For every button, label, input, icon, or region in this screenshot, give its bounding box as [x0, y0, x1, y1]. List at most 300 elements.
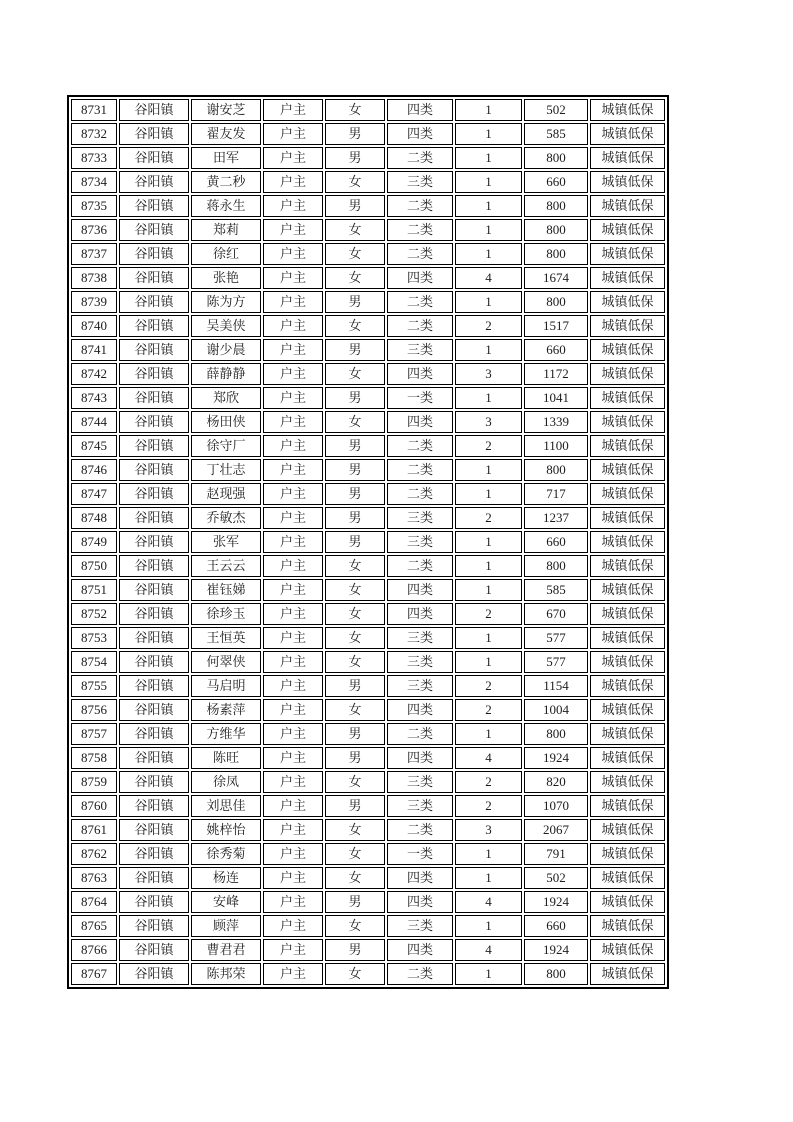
- cell-amount: 717: [524, 483, 588, 505]
- cell-persons: 1: [455, 243, 522, 265]
- cell-town: 谷阳镇: [119, 675, 189, 697]
- cell-id: 8735: [71, 195, 117, 217]
- cell-persons: 1: [455, 723, 522, 745]
- cell-relation: 户主: [263, 267, 323, 289]
- cell-relation: 户主: [263, 651, 323, 673]
- cell-type: 城镇低保: [590, 891, 665, 913]
- cell-relation: 户主: [263, 939, 323, 961]
- cell-category: 二类: [387, 219, 453, 241]
- cell-gender: 女: [325, 267, 385, 289]
- table-row: [71, 123, 665, 145]
- cell-amount: 800: [524, 195, 588, 217]
- cell-town: 谷阳镇: [119, 171, 189, 193]
- table-row: [71, 195, 665, 217]
- cell-relation: 户主: [263, 675, 323, 697]
- cell-gender: 女: [325, 171, 385, 193]
- cell-relation: 户主: [263, 195, 323, 217]
- table-row: [71, 675, 665, 697]
- cell-name: 张军: [191, 531, 261, 553]
- table-row: [71, 99, 665, 121]
- cell-town: 谷阳镇: [119, 915, 189, 937]
- cell-amount: 791: [524, 843, 588, 865]
- cell-id: 8762: [71, 843, 117, 865]
- cell-type: 城镇低保: [590, 315, 665, 337]
- cell-gender: 男: [325, 507, 385, 529]
- cell-gender: 男: [325, 147, 385, 169]
- cell-amount: 660: [524, 531, 588, 553]
- cell-gender: 男: [325, 123, 385, 145]
- cell-persons: 1: [455, 531, 522, 553]
- table-row: [71, 483, 665, 505]
- cell-persons: 2: [455, 795, 522, 817]
- cell-id: 8759: [71, 771, 117, 793]
- cell-id: 8744: [71, 411, 117, 433]
- cell-amount: 502: [524, 867, 588, 889]
- cell-amount: 820: [524, 771, 588, 793]
- cell-town: 谷阳镇: [119, 963, 189, 985]
- cell-category: 二类: [387, 459, 453, 481]
- cell-amount: 577: [524, 627, 588, 649]
- cell-category: 三类: [387, 507, 453, 529]
- cell-relation: 户主: [263, 291, 323, 313]
- cell-category: 二类: [387, 555, 453, 577]
- cell-id: 8758: [71, 747, 117, 769]
- cell-amount: 800: [524, 459, 588, 481]
- cell-relation: 户主: [263, 243, 323, 265]
- cell-gender: 女: [325, 603, 385, 625]
- cell-persons: 1: [455, 171, 522, 193]
- cell-id: 8767: [71, 963, 117, 985]
- cell-gender: 男: [325, 459, 385, 481]
- cell-type: 城镇低保: [590, 171, 665, 193]
- cell-gender: 男: [325, 291, 385, 313]
- cell-category: 四类: [387, 747, 453, 769]
- cell-id: 8743: [71, 387, 117, 409]
- cell-type: 城镇低保: [590, 291, 665, 313]
- cell-amount: 1041: [524, 387, 588, 409]
- cell-persons: 2: [455, 507, 522, 529]
- cell-amount: 800: [524, 291, 588, 313]
- cell-amount: 800: [524, 723, 588, 745]
- cell-type: 城镇低保: [590, 387, 665, 409]
- cell-relation: 户主: [263, 723, 323, 745]
- table-row: [71, 243, 665, 265]
- cell-amount: 585: [524, 123, 588, 145]
- cell-relation: 户主: [263, 123, 323, 145]
- cell-category: 三类: [387, 795, 453, 817]
- cell-gender: 男: [325, 483, 385, 505]
- table-row: [71, 627, 665, 649]
- cell-amount: 1004: [524, 699, 588, 721]
- cell-relation: 户主: [263, 819, 323, 841]
- cell-relation: 户主: [263, 363, 323, 385]
- cell-gender: 女: [325, 627, 385, 649]
- cell-category: 三类: [387, 339, 453, 361]
- cell-persons: 1: [455, 147, 522, 169]
- cell-type: 城镇低保: [590, 555, 665, 577]
- cell-type: 城镇低保: [590, 219, 665, 241]
- cell-town: 谷阳镇: [119, 819, 189, 841]
- cell-gender: 女: [325, 843, 385, 865]
- cell-gender: 男: [325, 195, 385, 217]
- cell-name: 顾萍: [191, 915, 261, 937]
- cell-name: 陈为方: [191, 291, 261, 313]
- cell-category: 四类: [387, 267, 453, 289]
- cell-category: 二类: [387, 483, 453, 505]
- cell-type: 城镇低保: [590, 531, 665, 553]
- cell-gender: 女: [325, 579, 385, 601]
- cell-gender: 男: [325, 795, 385, 817]
- cell-type: 城镇低保: [590, 795, 665, 817]
- cell-gender: 男: [325, 675, 385, 697]
- cell-amount: 1924: [524, 939, 588, 961]
- cell-name: 徐守厂: [191, 435, 261, 457]
- cell-persons: 2: [455, 435, 522, 457]
- cell-id: 8733: [71, 147, 117, 169]
- table-row: [71, 651, 665, 673]
- cell-amount: 502: [524, 99, 588, 121]
- cell-name: 蒋永生: [191, 195, 261, 217]
- cell-relation: 户主: [263, 147, 323, 169]
- table-row: [71, 867, 665, 889]
- cell-town: 谷阳镇: [119, 339, 189, 361]
- table-row: [71, 291, 665, 313]
- cell-category: 四类: [387, 939, 453, 961]
- cell-persons: 2: [455, 675, 522, 697]
- cell-id: 8760: [71, 795, 117, 817]
- cell-town: 谷阳镇: [119, 555, 189, 577]
- cell-type: 城镇低保: [590, 363, 665, 385]
- cell-name: 徐红: [191, 243, 261, 265]
- cell-town: 谷阳镇: [119, 507, 189, 529]
- cell-amount: 577: [524, 651, 588, 673]
- cell-persons: 2: [455, 771, 522, 793]
- table-row: [71, 795, 665, 817]
- cell-category: 四类: [387, 603, 453, 625]
- cell-gender: 女: [325, 411, 385, 433]
- cell-id: 8739: [71, 291, 117, 313]
- cell-town: 谷阳镇: [119, 627, 189, 649]
- table-row: [71, 723, 665, 745]
- cell-name: 陈旺: [191, 747, 261, 769]
- cell-gender: 女: [325, 915, 385, 937]
- cell-gender: 女: [325, 771, 385, 793]
- table-row: [71, 603, 665, 625]
- cell-town: 谷阳镇: [119, 723, 189, 745]
- cell-name: 杨连: [191, 867, 261, 889]
- cell-id: 8750: [71, 555, 117, 577]
- cell-amount: 1154: [524, 675, 588, 697]
- cell-town: 谷阳镇: [119, 195, 189, 217]
- cell-name: 郑莉: [191, 219, 261, 241]
- cell-relation: 户主: [263, 747, 323, 769]
- cell-type: 城镇低保: [590, 867, 665, 889]
- cell-amount: 585: [524, 579, 588, 601]
- cell-id: 8747: [71, 483, 117, 505]
- cell-name: 吴美侠: [191, 315, 261, 337]
- cell-id: 8756: [71, 699, 117, 721]
- cell-relation: 户主: [263, 387, 323, 409]
- cell-category: 四类: [387, 123, 453, 145]
- cell-name: 王恒英: [191, 627, 261, 649]
- cell-town: 谷阳镇: [119, 603, 189, 625]
- table-row: [71, 363, 665, 385]
- cell-amount: 800: [524, 219, 588, 241]
- cell-relation: 户主: [263, 891, 323, 913]
- table-row: [71, 915, 665, 937]
- cell-name: 徐珍玉: [191, 603, 261, 625]
- cell-id: 8738: [71, 267, 117, 289]
- cell-id: 8748: [71, 507, 117, 529]
- table-row: [71, 147, 665, 169]
- cell-relation: 户主: [263, 867, 323, 889]
- cell-town: 谷阳镇: [119, 123, 189, 145]
- cell-name: 马启明: [191, 675, 261, 697]
- cell-category: 二类: [387, 723, 453, 745]
- cell-name: 方维华: [191, 723, 261, 745]
- cell-category: 四类: [387, 699, 453, 721]
- cell-persons: 4: [455, 267, 522, 289]
- cell-town: 谷阳镇: [119, 99, 189, 121]
- cell-persons: 1: [455, 651, 522, 673]
- cell-category: 一类: [387, 843, 453, 865]
- cell-amount: 1339: [524, 411, 588, 433]
- cell-persons: 1: [455, 867, 522, 889]
- cell-amount: 1924: [524, 747, 588, 769]
- cell-persons: 1: [455, 627, 522, 649]
- cell-persons: 1: [455, 291, 522, 313]
- cell-type: 城镇低保: [590, 819, 665, 841]
- cell-persons: 1: [455, 555, 522, 577]
- cell-relation: 户主: [263, 459, 323, 481]
- table-row: [71, 339, 665, 361]
- cell-town: 谷阳镇: [119, 315, 189, 337]
- cell-name: 安峰: [191, 891, 261, 913]
- cell-name: 王云云: [191, 555, 261, 577]
- cell-gender: 女: [325, 363, 385, 385]
- cell-relation: 户主: [263, 579, 323, 601]
- cell-name: 徐秀菊: [191, 843, 261, 865]
- cell-category: 三类: [387, 915, 453, 937]
- cell-persons: 4: [455, 747, 522, 769]
- cell-persons: 2: [455, 699, 522, 721]
- cell-id: 8749: [71, 531, 117, 553]
- cell-category: 三类: [387, 675, 453, 697]
- cell-category: 二类: [387, 195, 453, 217]
- cell-name: 丁壮志: [191, 459, 261, 481]
- cell-name: 翟友发: [191, 123, 261, 145]
- cell-name: 赵现强: [191, 483, 261, 505]
- cell-type: 城镇低保: [590, 699, 665, 721]
- cell-relation: 户主: [263, 699, 323, 721]
- cell-town: 谷阳镇: [119, 651, 189, 673]
- cell-relation: 户主: [263, 99, 323, 121]
- cell-persons: 4: [455, 939, 522, 961]
- cell-id: 8742: [71, 363, 117, 385]
- cell-relation: 户主: [263, 483, 323, 505]
- cell-name: 郑欣: [191, 387, 261, 409]
- cell-gender: 男: [325, 891, 385, 913]
- cell-persons: 3: [455, 363, 522, 385]
- cell-type: 城镇低保: [590, 771, 665, 793]
- cell-category: 二类: [387, 147, 453, 169]
- cell-relation: 户主: [263, 627, 323, 649]
- table-row: [71, 459, 665, 481]
- cell-persons: 1: [455, 219, 522, 241]
- table-row: [71, 411, 665, 433]
- cell-type: 城镇低保: [590, 747, 665, 769]
- cell-gender: 女: [325, 99, 385, 121]
- table-row: [71, 747, 665, 769]
- table-row: [71, 555, 665, 577]
- cell-id: 8757: [71, 723, 117, 745]
- cell-gender: 女: [325, 963, 385, 985]
- cell-id: 8732: [71, 123, 117, 145]
- cell-town: 谷阳镇: [119, 747, 189, 769]
- cell-gender: 男: [325, 747, 385, 769]
- cell-town: 谷阳镇: [119, 939, 189, 961]
- table-row: [71, 843, 665, 865]
- cell-name: 曹君君: [191, 939, 261, 961]
- cell-type: 城镇低保: [590, 459, 665, 481]
- cell-name: 刘思佳: [191, 795, 261, 817]
- cell-relation: 户主: [263, 411, 323, 433]
- cell-town: 谷阳镇: [119, 363, 189, 385]
- table-row: [71, 435, 665, 457]
- cell-amount: 1172: [524, 363, 588, 385]
- cell-category: 二类: [387, 243, 453, 265]
- cell-gender: 女: [325, 699, 385, 721]
- cell-amount: 1237: [524, 507, 588, 529]
- cell-id: 8741: [71, 339, 117, 361]
- cell-category: 一类: [387, 387, 453, 409]
- cell-id: 8753: [71, 627, 117, 649]
- cell-category: 四类: [387, 99, 453, 121]
- table-row: [71, 507, 665, 529]
- cell-gender: 女: [325, 867, 385, 889]
- cell-id: 8755: [71, 675, 117, 697]
- cell-type: 城镇低保: [590, 123, 665, 145]
- cell-amount: 660: [524, 339, 588, 361]
- cell-name: 姚梓怡: [191, 819, 261, 841]
- cell-name: 黄二秒: [191, 171, 261, 193]
- cell-relation: 户主: [263, 555, 323, 577]
- cell-id: 8761: [71, 819, 117, 841]
- cell-name: 杨素萍: [191, 699, 261, 721]
- cell-id: 8745: [71, 435, 117, 457]
- cell-gender: 女: [325, 555, 385, 577]
- cell-relation: 户主: [263, 219, 323, 241]
- cell-category: 四类: [387, 867, 453, 889]
- table-row: [71, 387, 665, 409]
- cell-persons: 1: [455, 963, 522, 985]
- cell-town: 谷阳镇: [119, 795, 189, 817]
- cell-persons: 3: [455, 411, 522, 433]
- cell-type: 城镇低保: [590, 651, 665, 673]
- cell-name: 张艳: [191, 267, 261, 289]
- cell-persons: 1: [455, 843, 522, 865]
- cell-amount: 800: [524, 555, 588, 577]
- cell-id: 8740: [71, 315, 117, 337]
- cell-category: 二类: [387, 291, 453, 313]
- cell-type: 城镇低保: [590, 843, 665, 865]
- cell-id: 8751: [71, 579, 117, 601]
- cell-type: 城镇低保: [590, 339, 665, 361]
- cell-town: 谷阳镇: [119, 411, 189, 433]
- cell-relation: 户主: [263, 531, 323, 553]
- table-row: [71, 819, 665, 841]
- cell-town: 谷阳镇: [119, 435, 189, 457]
- cell-category: 三类: [387, 531, 453, 553]
- table-row: [71, 699, 665, 721]
- cell-amount: 2067: [524, 819, 588, 841]
- cell-type: 城镇低保: [590, 723, 665, 745]
- table-body: [71, 99, 665, 985]
- cell-gender: 女: [325, 819, 385, 841]
- cell-id: 8734: [71, 171, 117, 193]
- cell-type: 城镇低保: [590, 267, 665, 289]
- cell-town: 谷阳镇: [119, 891, 189, 913]
- cell-amount: 660: [524, 915, 588, 937]
- cell-category: 二类: [387, 315, 453, 337]
- cell-id: 8763: [71, 867, 117, 889]
- cell-category: 二类: [387, 963, 453, 985]
- cell-type: 城镇低保: [590, 627, 665, 649]
- cell-relation: 户主: [263, 963, 323, 985]
- cell-name: 田军: [191, 147, 261, 169]
- cell-name: 杨田侠: [191, 411, 261, 433]
- cell-town: 谷阳镇: [119, 531, 189, 553]
- cell-persons: 1: [455, 123, 522, 145]
- cell-id: 8766: [71, 939, 117, 961]
- cell-id: 8746: [71, 459, 117, 481]
- cell-name: 乔敏杰: [191, 507, 261, 529]
- cell-type: 城镇低保: [590, 147, 665, 169]
- cell-type: 城镇低保: [590, 915, 665, 937]
- cell-town: 谷阳镇: [119, 387, 189, 409]
- cell-name: 崔钰娣: [191, 579, 261, 601]
- cell-type: 城镇低保: [590, 195, 665, 217]
- cell-persons: 3: [455, 819, 522, 841]
- cell-category: 三类: [387, 651, 453, 673]
- table-row: [71, 939, 665, 961]
- cell-type: 城镇低保: [590, 435, 665, 457]
- cell-type: 城镇低保: [590, 579, 665, 601]
- cell-amount: 1924: [524, 891, 588, 913]
- cell-town: 谷阳镇: [119, 267, 189, 289]
- table-row: [71, 531, 665, 553]
- cell-amount: 800: [524, 243, 588, 265]
- cell-category: 四类: [387, 891, 453, 913]
- cell-town: 谷阳镇: [119, 243, 189, 265]
- cell-gender: 男: [325, 339, 385, 361]
- cell-town: 谷阳镇: [119, 219, 189, 241]
- cell-category: 三类: [387, 171, 453, 193]
- cell-amount: 1517: [524, 315, 588, 337]
- cell-persons: 2: [455, 315, 522, 337]
- cell-name: 何翠侠: [191, 651, 261, 673]
- cell-category: 三类: [387, 627, 453, 649]
- cell-gender: 女: [325, 651, 385, 673]
- cell-relation: 户主: [263, 843, 323, 865]
- cell-amount: 800: [524, 963, 588, 985]
- cell-relation: 户主: [263, 315, 323, 337]
- cell-type: 城镇低保: [590, 99, 665, 121]
- cell-persons: 1: [455, 99, 522, 121]
- cell-persons: 1: [455, 387, 522, 409]
- cell-town: 谷阳镇: [119, 291, 189, 313]
- cell-persons: 1: [455, 915, 522, 937]
